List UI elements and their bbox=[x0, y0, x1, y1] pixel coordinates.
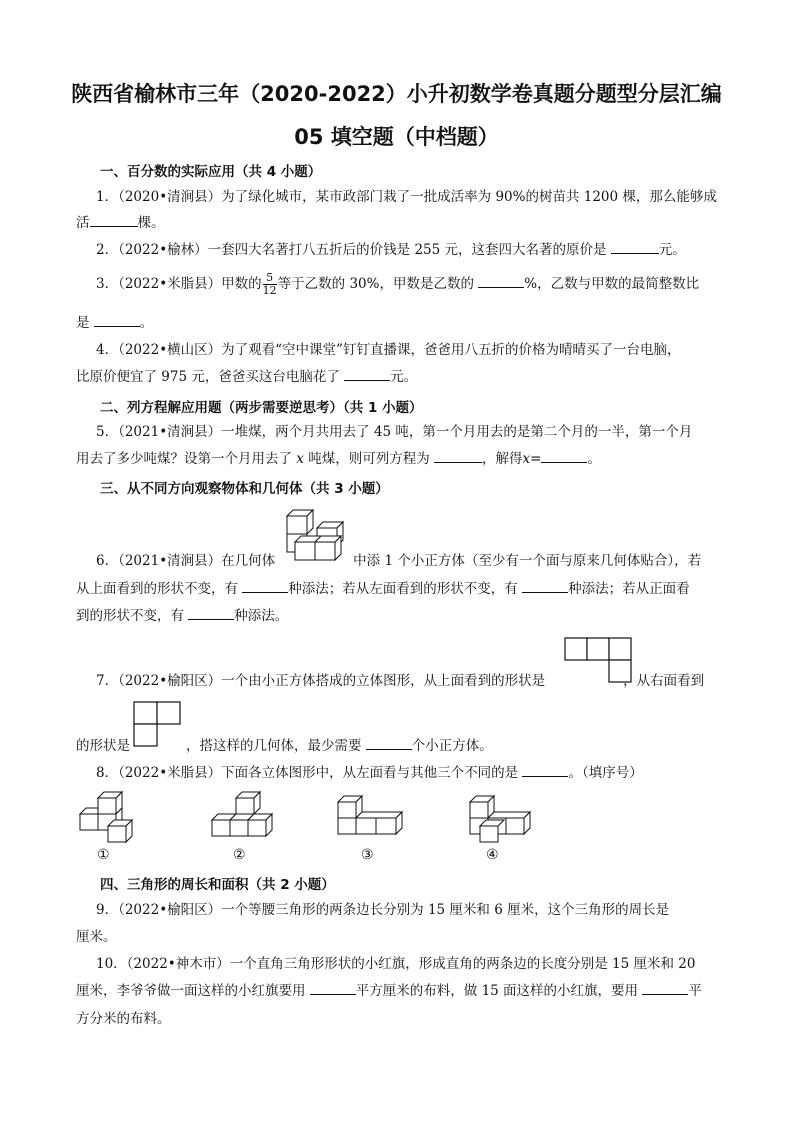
q5-text-b: 吨煤，则可列方程为 bbox=[308, 451, 430, 467]
q8-label-1: ① bbox=[97, 847, 110, 863]
q7-line2 bbox=[76, 737, 493, 755]
section-3-heading: 三、从不同方向观察物体和几何体（共 3 小题） bbox=[100, 481, 389, 497]
q8-text-a: 8．（2022•米脂县）下面各立体图形中，从左面看与其他三个不同的是 bbox=[96, 765, 519, 781]
q8-figure-2 bbox=[208, 790, 280, 846]
q7-line1 bbox=[96, 672, 704, 690]
q5-variable: x bbox=[296, 451, 304, 467]
q7-text-c: 的形状是 bbox=[76, 738, 130, 754]
q1-text-b: 棵。 bbox=[137, 215, 165, 231]
section-1-heading: 一、百分数的实际应用（共 4 小题） bbox=[100, 164, 322, 180]
q7-text-b: ，从右面看到 bbox=[623, 673, 705, 689]
q10-line3: 方分米的布料。 bbox=[76, 1011, 171, 1027]
q3-answer-blank-1[interactable] bbox=[478, 275, 524, 288]
q3-line2 bbox=[76, 314, 153, 332]
q6-text-b: 中添 1 个小正方体（至少有一个面与原来几何体贴合），若 bbox=[353, 553, 702, 569]
q8-label-3: ③ bbox=[361, 847, 374, 863]
q9-line2: 厘米。 bbox=[76, 929, 117, 945]
q5-text-e: 。 bbox=[587, 451, 601, 467]
q2-text-b: 元。 bbox=[658, 242, 686, 258]
q5-text-c: ，解得 bbox=[482, 451, 523, 467]
q7-text-e: 个小正方体。 bbox=[411, 738, 493, 754]
q3-answer-blank-2[interactable] bbox=[94, 314, 140, 327]
q7-answer-blank[interactable] bbox=[366, 737, 412, 750]
q10-line2 bbox=[76, 982, 702, 1000]
q4-line2 bbox=[76, 368, 417, 386]
q4-line1: 4．（2022•横山区）为了观看“空中课堂”钉钉直播课，爸爸用八五折的价格为晴晴买了一台电脑， bbox=[96, 342, 681, 358]
q5-line1: 5．（2021•清涧县）一堆煤，两个月共用去了 45 吨，第一个月用去的是第二个月的一半，第一个月 bbox=[96, 424, 693, 440]
q10-answer-blank-1[interactable] bbox=[310, 982, 356, 995]
q4-answer-blank[interactable] bbox=[344, 368, 390, 381]
q6-text-f: 到的形状不变，有 bbox=[76, 608, 184, 624]
q3-text-c: %，乙数与甲数的最简整数比 bbox=[524, 276, 700, 292]
q7-text-a: 7．（2022•榆阳区）一个由小正方体搭成的立体图形，从上面看到的形状是 bbox=[96, 673, 546, 689]
q3-text-b: 等于乙数的 30%，甲数是乙数的 bbox=[277, 276, 474, 292]
q5-solution-blank[interactable] bbox=[541, 450, 587, 463]
q4-text-a: 比原价便宜了 975 元，爸爸买这台电脑花了 bbox=[76, 369, 340, 385]
q2-answer-blank[interactable] bbox=[611, 241, 659, 254]
q6-text-a: 6．（2021•清涧县）在几何体 bbox=[96, 553, 276, 569]
q6-text-e: 种添法；若从正面看 bbox=[568, 581, 690, 597]
q6-line2 bbox=[76, 580, 690, 598]
q6-text-g: 种添法。 bbox=[234, 608, 289, 624]
q5-text-d: = bbox=[530, 451, 542, 467]
q3-fraction bbox=[263, 272, 277, 297]
q3-fraction-denominator: 12 bbox=[262, 284, 277, 297]
q10-answer-blank-2[interactable] bbox=[642, 982, 688, 995]
q6-text-c: 从上面看到的形状不变，有 bbox=[76, 581, 238, 597]
q8-figure-1 bbox=[76, 790, 142, 846]
q3-text-e: 。 bbox=[139, 315, 154, 331]
q2-line bbox=[96, 241, 686, 259]
q1-line1: 1．（2020•清涧县）为了绿化城市，某市政部门栽了一批成活率为 90%的树苗共 1200 棵，那么能够成 bbox=[96, 189, 717, 205]
q8-text-b: 。（填序号） bbox=[568, 765, 643, 781]
q7-text-d: ，搭这样的几何体，最少需要 bbox=[186, 738, 362, 754]
q10-line1: 10．（2022•神木市）一个直角三角形形状的小红旗，形成直角的两条边的长度分别是 15 厘米和 20 bbox=[96, 956, 696, 972]
q6-text-d: 种添法；若从左面看到的形状不变，有 bbox=[288, 581, 518, 597]
page-title: 陕西省榆林市三年（2020-2022）小升初数学卷真题分题型分层汇编 bbox=[71, 82, 722, 106]
q1-line2 bbox=[76, 214, 165, 232]
q10-text-a: 厘米，李爷爷做一面这样的小红旗要用 bbox=[76, 983, 306, 999]
q10-text-b: 平方厘米的布料，做 15 面这样的小红旗，要用 bbox=[355, 983, 639, 999]
q8-label-4: ④ bbox=[486, 847, 499, 863]
q9-line1: 9．（2022•榆阳区）一个等腰三角形的两条边长分别为 15 厘米和 6 厘米，这个三角形的周长是 bbox=[96, 902, 670, 918]
q3-fraction-numerator: 5 bbox=[263, 272, 277, 285]
page-subtitle: 05 填空题（中档题） bbox=[294, 125, 499, 149]
q5-equation-blank[interactable] bbox=[434, 450, 482, 463]
q4-text-b: 元。 bbox=[390, 369, 418, 385]
q5-text-a: 用去了多少吨煤？设第一个月用去了 bbox=[76, 451, 292, 467]
q1-text-a: 活 bbox=[76, 215, 90, 231]
q6-left-view-blank[interactable] bbox=[522, 580, 568, 593]
q8-figure-4 bbox=[466, 794, 532, 846]
q5-variable-2: x bbox=[522, 451, 531, 467]
section-2-heading: 二、列方程解应用题（两步需要逆思考）（共 1 小题） bbox=[100, 400, 423, 416]
q8-answer-blank[interactable] bbox=[522, 764, 568, 777]
q2-text-a: 2．（2022•榆林）一套四大名著打八五折后的价钱是 255 元，这套四大名著的原价是 bbox=[96, 242, 607, 258]
q3-text-a: 3．（2022•米脂县）甲数的 bbox=[96, 276, 262, 292]
q1-answer-blank[interactable] bbox=[90, 214, 138, 227]
q5-line2 bbox=[76, 450, 601, 468]
q6-line3 bbox=[76, 607, 288, 625]
q6-front-view-blank[interactable] bbox=[188, 607, 234, 620]
q10-text-c: 平 bbox=[688, 983, 702, 999]
q6-top-view-blank[interactable] bbox=[242, 580, 288, 593]
q6-line1 bbox=[96, 552, 701, 570]
q8-line bbox=[96, 764, 643, 782]
q3-text-d: 是 bbox=[76, 315, 90, 331]
q3-line1 bbox=[96, 272, 699, 297]
section-4-heading: 四、三角形的周长和面积（共 2 小题） bbox=[100, 877, 335, 893]
q8-label-2: ② bbox=[233, 847, 246, 863]
q8-figure-3 bbox=[334, 794, 408, 846]
